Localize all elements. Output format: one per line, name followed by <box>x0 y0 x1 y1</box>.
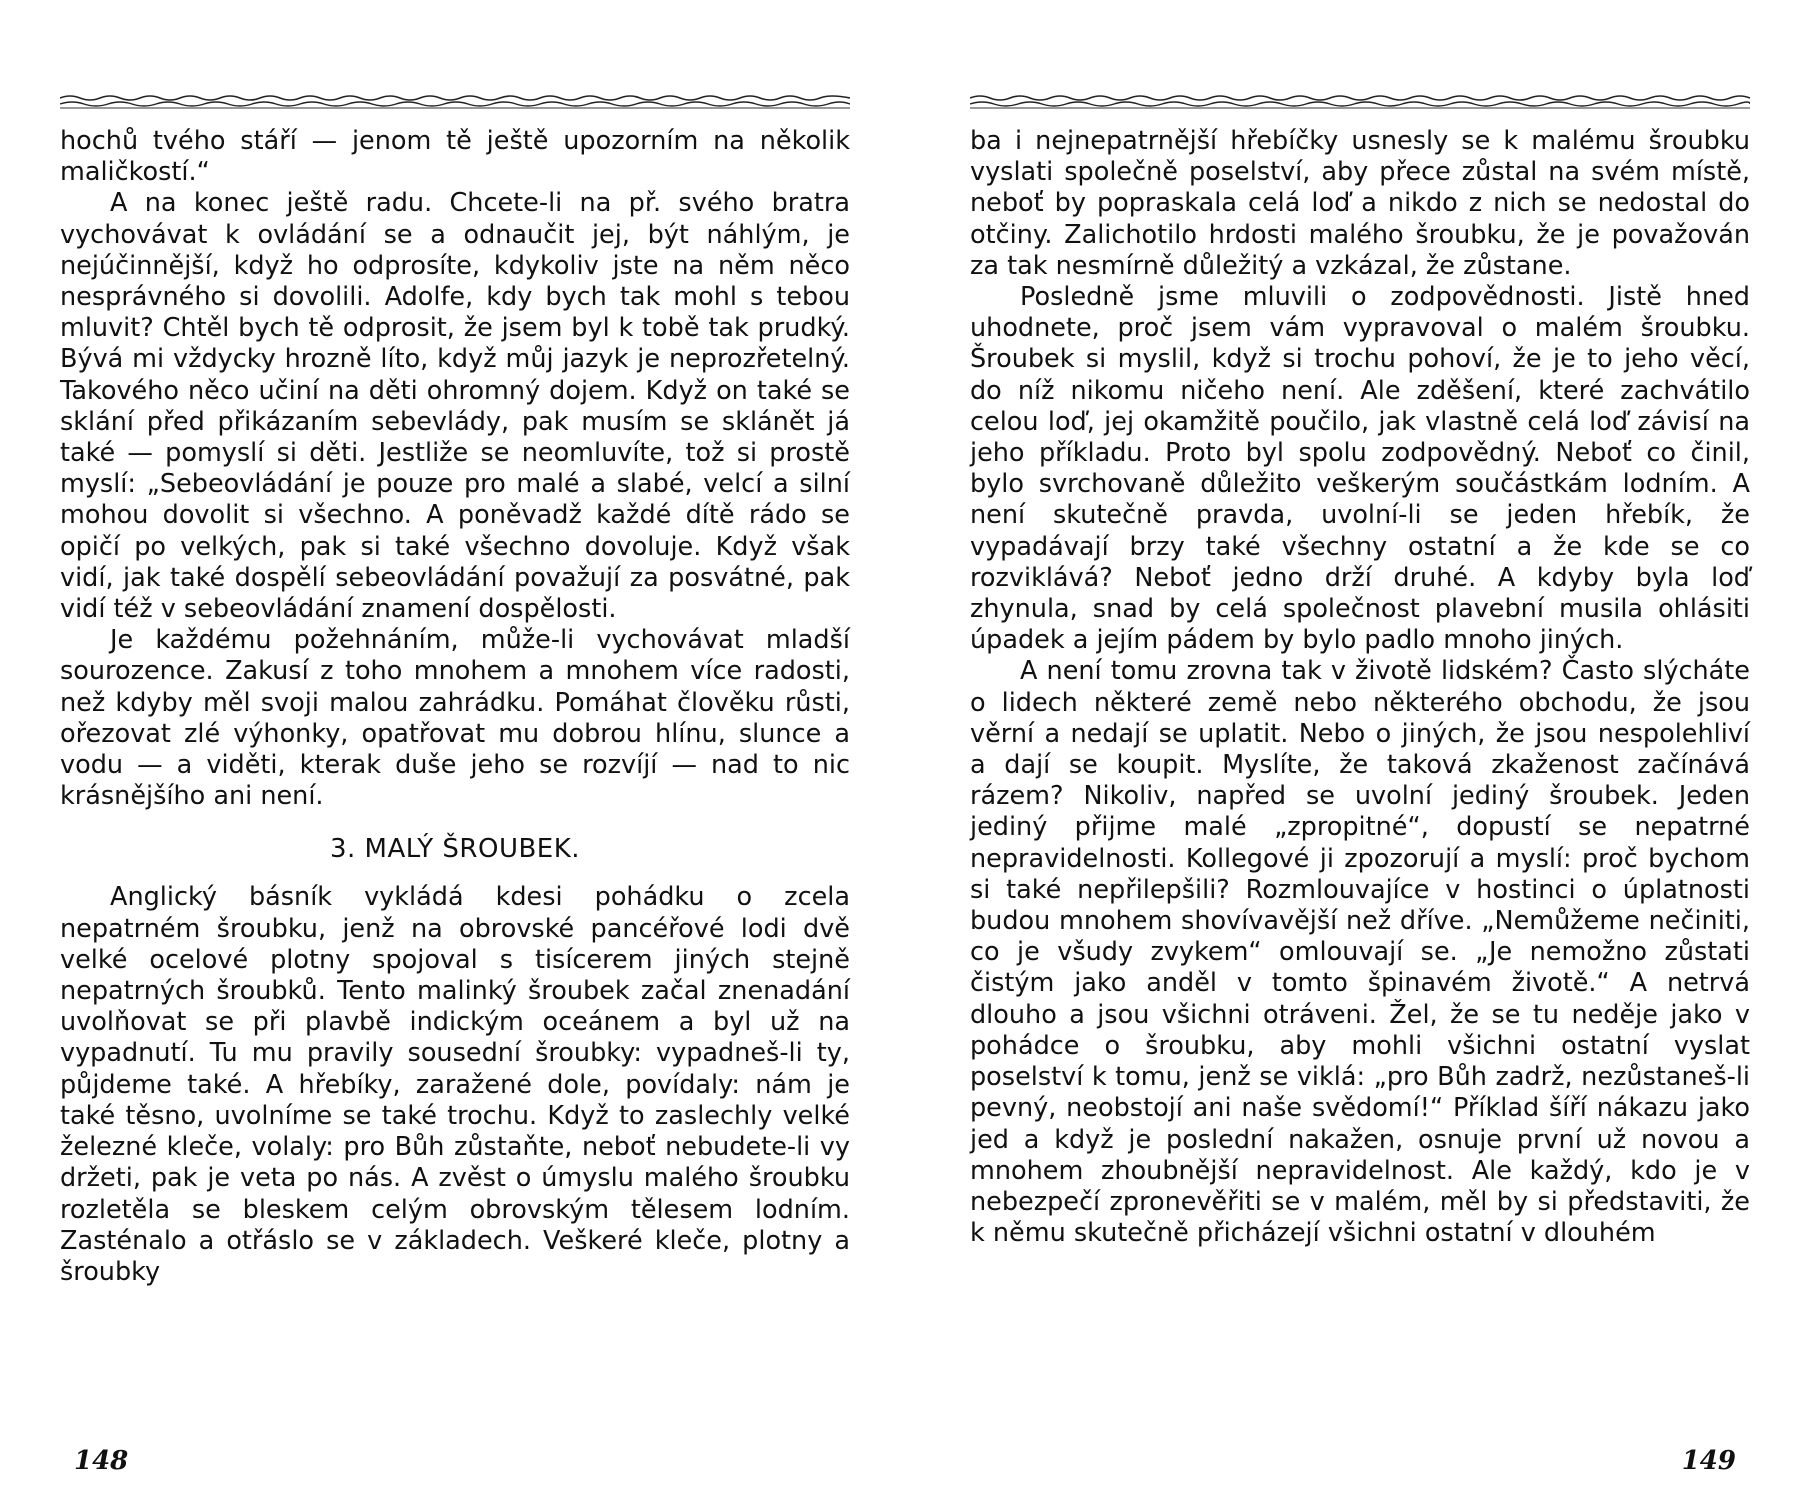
left-page <box>60 0 850 1500</box>
paragraph: Je každému požehnáním, může-li vychovávat mladší sourozence. Zakusí z toho mnohem a mnohem více radosti, než kdyby měl svoji malou zahrádku. Pomáhat člověku růsti, ořezovat zlé výhonky, opatřovat mu dobrou hlínu, slunce a vodu — a viděti, kterak duše jeho se rozvíjí — nad to nic krásnějšího ani není. <box>60 625 850 812</box>
paragraph: hochů tvého stáří — jenom tě ještě upozorním na několik maličkostí.“ <box>60 126 850 188</box>
chapter-heading: 3. MALÝ ŠROUBEK. <box>329 834 581 865</box>
right-page <box>970 0 1750 1500</box>
paragraph: Anglický básník vykládá kdesi pohádku o zcela nepatrném šroubku, jenž na obrovské pancéřové lodi dvě velké ocelové plotny spojoval s tisícerem jiných stejně nepatrných šroubků. Tento malinký šroubek začal znenadání uvolňovat se při plavbě indickým oceánem a byl už na vypadnutí. Tu mu pravily sousední šroubky: vypadneš-li ty, půjdeme také. A hřebíky, zaražené dole, povídaly: nám je také těsno, uvolníme se také trochu. Když to zaslechly velké železné kleče, volaly: pro Bůh zůstaňte, neboť nebudete-li vy držeti, pak je veta po nás. A zvěst o úmyslu malého šroubku rozletěla se bleskem celým obrovským tělesem lodním. Zasténalo a otřáslo se v základech. Veškeré kleče, plotny a šroubky <box>60 882 850 1287</box>
paragraph: A není tomu zrovna tak v životě lidském? Často slýcháte o lidech některé země nebo některého obchodu, že jsou věrní a nedají se uplatit. Nebo o jiných, že jsou nespolehliví a dají se koupit. Myslíte, že taková zkaženost začínává rázem? Nikoliv, napřed se uvolní jediný šroubek. Jeden jediný přijme malé „zpropitné“, dopustí se nepatrné nepravidelnosti. Kollegové ji zpozorují a myslí: proč bychom si také nepřilepšili? Rozmlouvajíce v hostinci o úplatnosti budou mnohem shovívavější než dříve. „Nemůžeme nečiniti, co je všudy zvykem“ omlouvají se. „Je nemožno zůstati čistým jako anděl v tomto špinavém životě.“ A netrvá dlouho a jsou všichni otráveni. Žel, že se tu neděje jako v pohádce o šroubku, aby mohli všichni ostatní vyslat poselství k tomu, jenž se viklá: „pro Bůh zadrž, nezůstaneš-li pevný, neobstojí ani naše svědomí!“ Příklad šíří nákazu jako jed a když je poslední nakažen, osnuje první už novou a mnohem zhoubnější nepravidelnost. Ale každý, kdo je v nebezpečí zpronevěřiti se v malém, měl by si představiti, že k němu skutečně přicházejí všichni ostatní v dlouhém <box>970 656 1750 1249</box>
header-ornament-right <box>970 92 1750 112</box>
page-number: 149 <box>1681 1446 1736 1476</box>
ornament-rule-icon <box>60 92 850 112</box>
left-page-text <box>60 126 850 1288</box>
paragraph: Posledně jsme mluvili o zodpovědnosti. Jistě hned uhodnete, proč jsem vám vypravoval o malém šroubku. Šroubek si myslil, když si trochu pohoví, že je to jeho věcí, do níž nikomu ničeho není. Ale zděšení, které zachvátilo celou loď, jej okamžitě poučilo, jak vlastně celá loď závisí na jeho příkladu. Proto byl spolu zodpovědný. Neboť co činil, bylo svrchovaně důležito veškerým součástkám lodním. A není skutečně pravda, uvolní-li se jeden hřebík, že vypadávají brzy také všechny ostatní a že kde se co rozviklává? Neboť jedno drží druhé. A kdyby byla loď zhynula, snad by celá společnost plavební musila ohlásiti úpadek a jejím pádem by bylo padlo mnoho jiných. <box>970 282 1750 656</box>
page-number: 148 <box>74 1446 129 1476</box>
ornament-rule-icon <box>970 92 1750 112</box>
right-page-text <box>970 126 1750 1249</box>
paragraph: A na konec ještě radu. Chcete-li na př. svého bratra vychovávat k ovládání se a odnaučit jej, být náhlým, je nejúčinnější, když ho odprosíte, kdykoliv jste na něm něco nesprávného si dovolili. Adolfe, kdy bych tak mohl s tebou mluvit? Chtěl bych tě odprosit, že jsem byl k tobě tak prudký. Bývá mi vždycky hrozně líto, když můj jazyk je neprozřetelný. Takového něco učiní na děti ohromný dojem. Když on také se sklání před přikázaním sebevlády, pak musím se sklánět já také — pomyslí si děti. Jestliže se neomluvíte, tož si prostě myslí: „Sebeovládání je pouze pro malé a slabé, velcí a silní mohou dovolit si všechno. A poněvadž každé dítě rádo se opičí po velkých, pak si také všechno dovoluje. Když však vidí, jak také dospělí sebeovládání považují za posvátné, pak vidí též v sebeovládání znamení dospělosti. <box>60 188 850 625</box>
paragraph: ba i nejnepatrnější hřebíčky usnesly se k malému šroubku vyslati společně poselství, aby přece zůstal na svém místě, neboť by popraskala celá loď a nikdo z nich se nedostal do otčiny. Zalichotilo hrdosti malého šroubku, že je považován za tak nesmírně důležitý a vzkázal, že zůstane. <box>970 126 1750 281</box>
header-ornament-left <box>60 92 850 112</box>
